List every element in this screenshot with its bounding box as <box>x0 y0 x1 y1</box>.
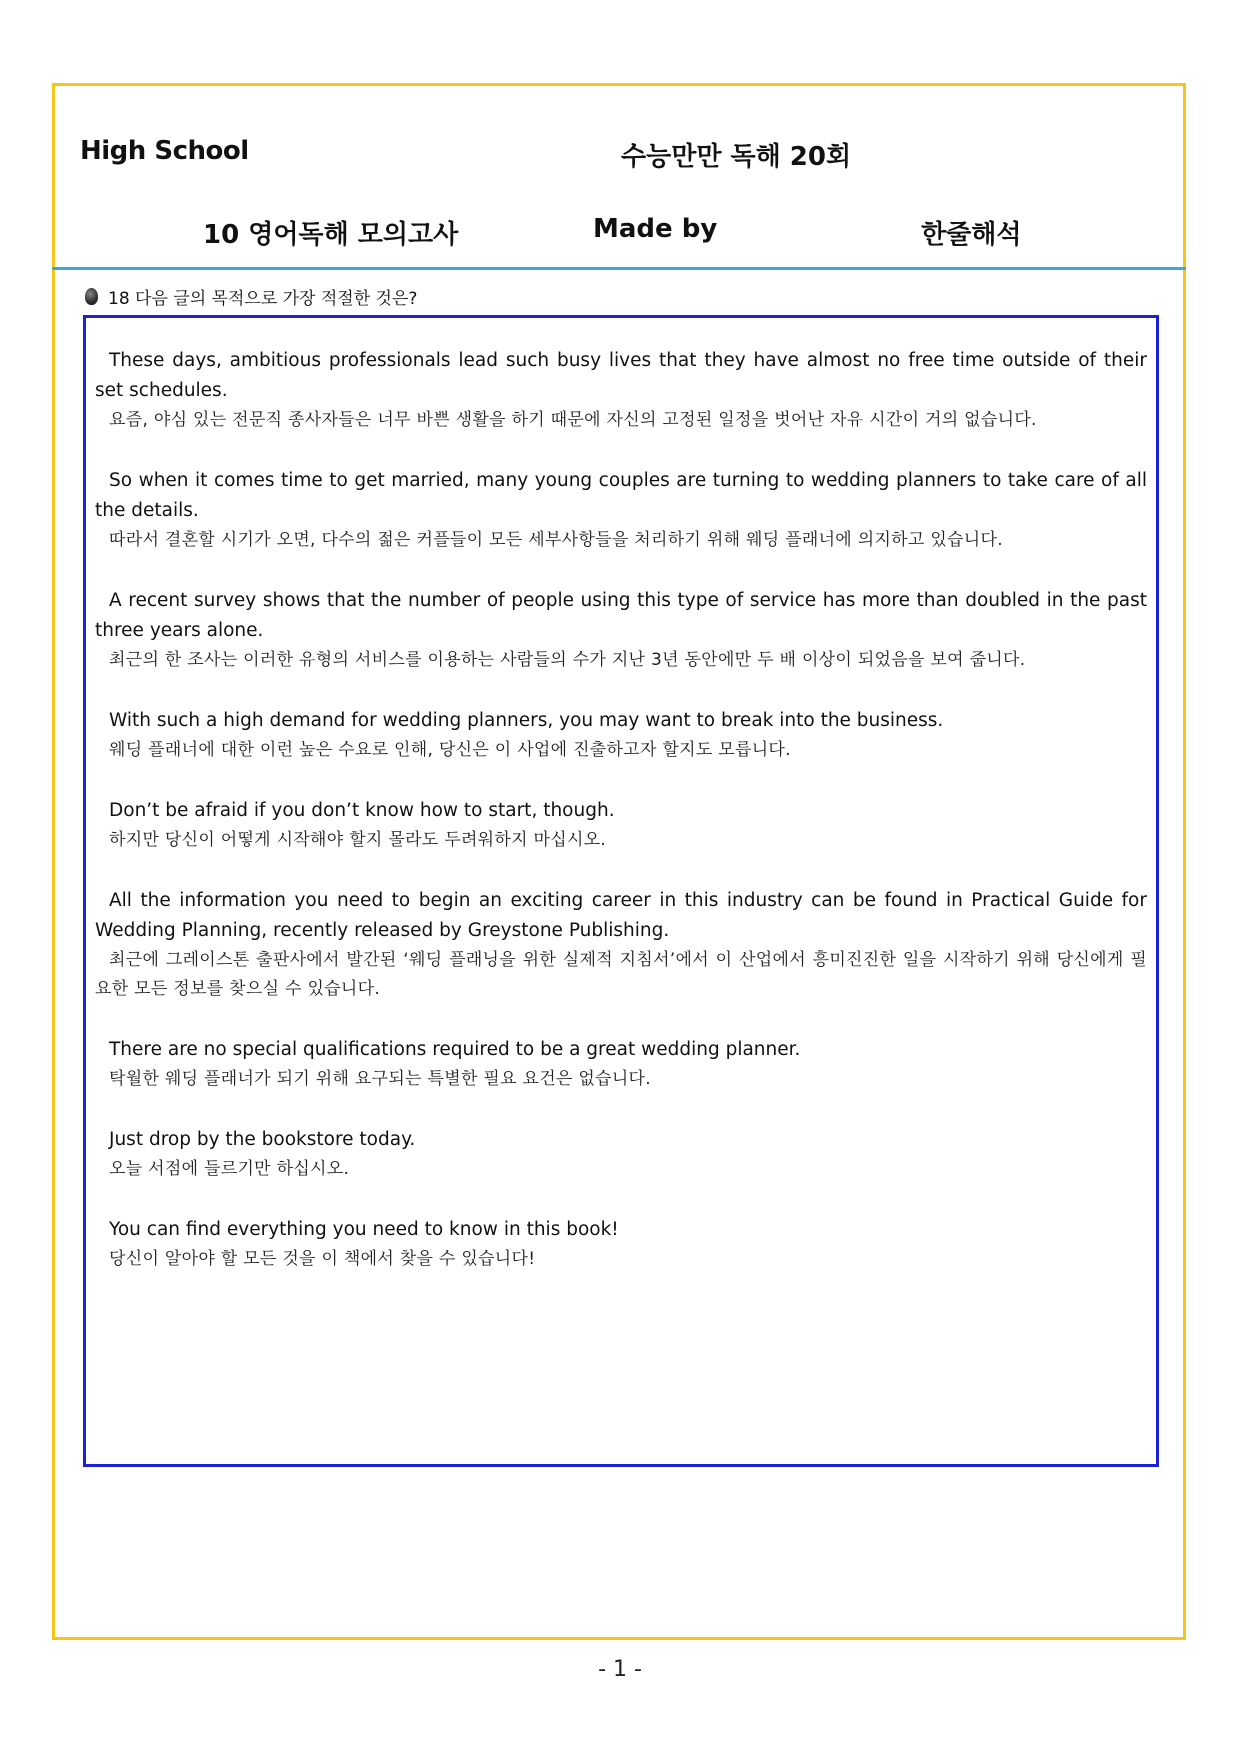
english-sentence: You can find everything you need to know in this book! <box>109 1219 619 1240</box>
exam-subtitle: 10 영어독해 모의고사 <box>203 220 459 250</box>
school-label: High School <box>80 136 249 166</box>
passage-box <box>83 315 1159 1467</box>
passage-pair <box>95 346 1147 435</box>
english-sentence: So when it comes time to get married, many young couples are turning to wedding planners to take care of all the details. <box>95 470 1147 521</box>
exam-title: 수능만만 독해 20회 <box>621 142 852 172</box>
korean-translation: 따라서 결혼할 시기가 오면, 다수의 젊은 커플들이 모든 세부사항들을 처리하기 위해 웨딩 플래너에 의지하고 있습니다. <box>109 530 1003 550</box>
english-sentence: There are no special qualifications required to be a great wedding planner. <box>109 1039 801 1060</box>
translation-type-label: 한줄해석 <box>921 220 1022 250</box>
passage-pair <box>95 1035 1147 1094</box>
english-sentence: All the information you need to begin an exciting career in this industry can be found in Practical Guide for Wedding Planning, recently released by Greystone Publishing. <box>95 890 1147 941</box>
bullet-icon <box>85 288 98 305</box>
made-by-label: Made by <box>593 214 718 244</box>
page-frame <box>52 83 1186 1640</box>
korean-translation: 하지만 당신이 어떻게 시작해야 할지 몰라도 두려워하지 마십시오. <box>109 830 607 850</box>
korean-translation: 요즘, 야심 있는 전문직 종사자들은 너무 바쁜 생활을 하기 때문에 자신의 고정된 일정을 벗어난 자유 시간이 거의 없습니다. <box>109 410 1037 430</box>
korean-translation: 최근에 그레이스톤 출판사에서 발간된 ‘웨딩 플래닝을 위한 실제적 지침서’에서 이 산업에서 흥미진진한 일을 시작하기 위해 당신에게 필요한 모든 정보를 찾으실 수 있습니다. <box>95 950 1147 999</box>
passage-pair <box>95 796 1147 855</box>
header-divider <box>52 267 1186 270</box>
passage-pair <box>95 1125 1147 1184</box>
korean-translation: 최근의 한 조사는 이러한 유형의 서비스를 이용하는 사람들의 수가 지난 3년 동안에만 두 배 이상이 되었음을 보여 줍니다. <box>109 650 1026 670</box>
page-header <box>55 86 1183 271</box>
passage-pair <box>95 1215 1147 1274</box>
passage-pair <box>95 706 1147 765</box>
english-sentence: Just drop by the bookstore today. <box>109 1129 416 1150</box>
passage-pair <box>95 586 1147 675</box>
question-text: 18 다음 글의 목적으로 가장 적절한 것은? <box>108 289 418 309</box>
korean-translation: 오늘 서점에 들르기만 하십시오. <box>109 1159 350 1179</box>
passage-pair <box>95 886 1147 1004</box>
page-number: - 1 - <box>598 1657 642 1682</box>
korean-translation: 탁월한 웨딩 플래너가 되기 위해 요구되는 특별한 필요 요건은 없습니다. <box>109 1069 651 1089</box>
english-sentence: A recent survey shows that the number of people using this type of service has more than doubled in the past three years alone. <box>95 590 1147 641</box>
korean-translation: 웨딩 플래너에 대한 이런 높은 수요로 인해, 당신은 이 사업에 진출하고자 할지도 모릅니다. <box>109 740 791 760</box>
question-heading <box>85 284 417 309</box>
passage-pair <box>95 466 1147 555</box>
english-sentence: With such a high demand for wedding planners, you may want to break into the business. <box>109 710 944 731</box>
english-sentence: Don’t be afraid if you don’t know how to start, though. <box>109 800 615 821</box>
korean-translation: 당신이 알아야 할 모든 것을 이 책에서 찾을 수 있습니다! <box>109 1249 536 1269</box>
english-sentence: These days, ambitious professionals lead such busy lives that they have almost no free time outside of their set schedules. <box>95 350 1147 401</box>
